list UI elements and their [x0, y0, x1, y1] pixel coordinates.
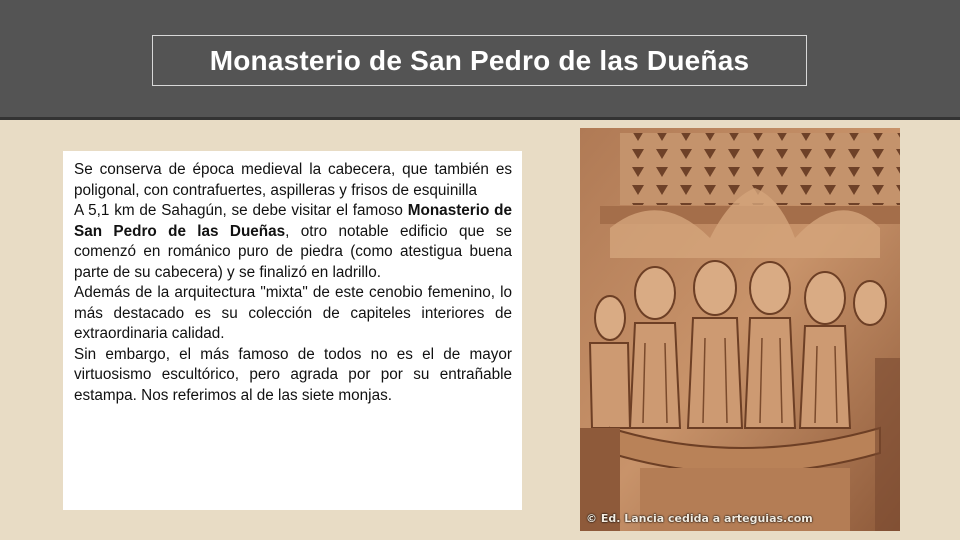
- paragraph-2: [74, 201, 512, 283]
- monastery-name: Monasterio de San Pedro de las Dueñas: [74, 202, 512, 240]
- paragraph-1: Se conserva de época medieval la cabecera, que también es poligonal, con contrafuertes, aspilleras y frisos de esquinilla: [74, 161, 512, 199]
- photo-credit: © Ed. Lancia cedida a arteguias.com: [586, 512, 813, 525]
- paragraph-4: Sin embargo, el más famoso de todos no es el de mayor virtuosismo escultórico, pero agrada por por su entrañable estampa. Nos referimos al de las siete monjas.: [74, 345, 512, 404]
- paragraph-2-intro: A 5,1 km de Sahagún, se debe visitar el famoso: [74, 202, 408, 219]
- slide-header: [0, 0, 960, 120]
- paragraph-3: Además de la arquitectura "mixta" de este cenobio femenino, lo más destacado es su colección de capiteles interiores de extraordinaria calidad.: [74, 284, 512, 342]
- capital-photo: [580, 128, 900, 531]
- slide-title: Monasterio de San Pedro de las Dueñas: [209, 44, 750, 76]
- paragraph-2-rest: , otro notable edificio que se comenzó en románico puro de piedra (como atestigua buena parte de su cabecera) y se finalizó en ladrillo.: [74, 222, 512, 281]
- title-frame: [152, 35, 807, 86]
- text-panel: [63, 151, 522, 510]
